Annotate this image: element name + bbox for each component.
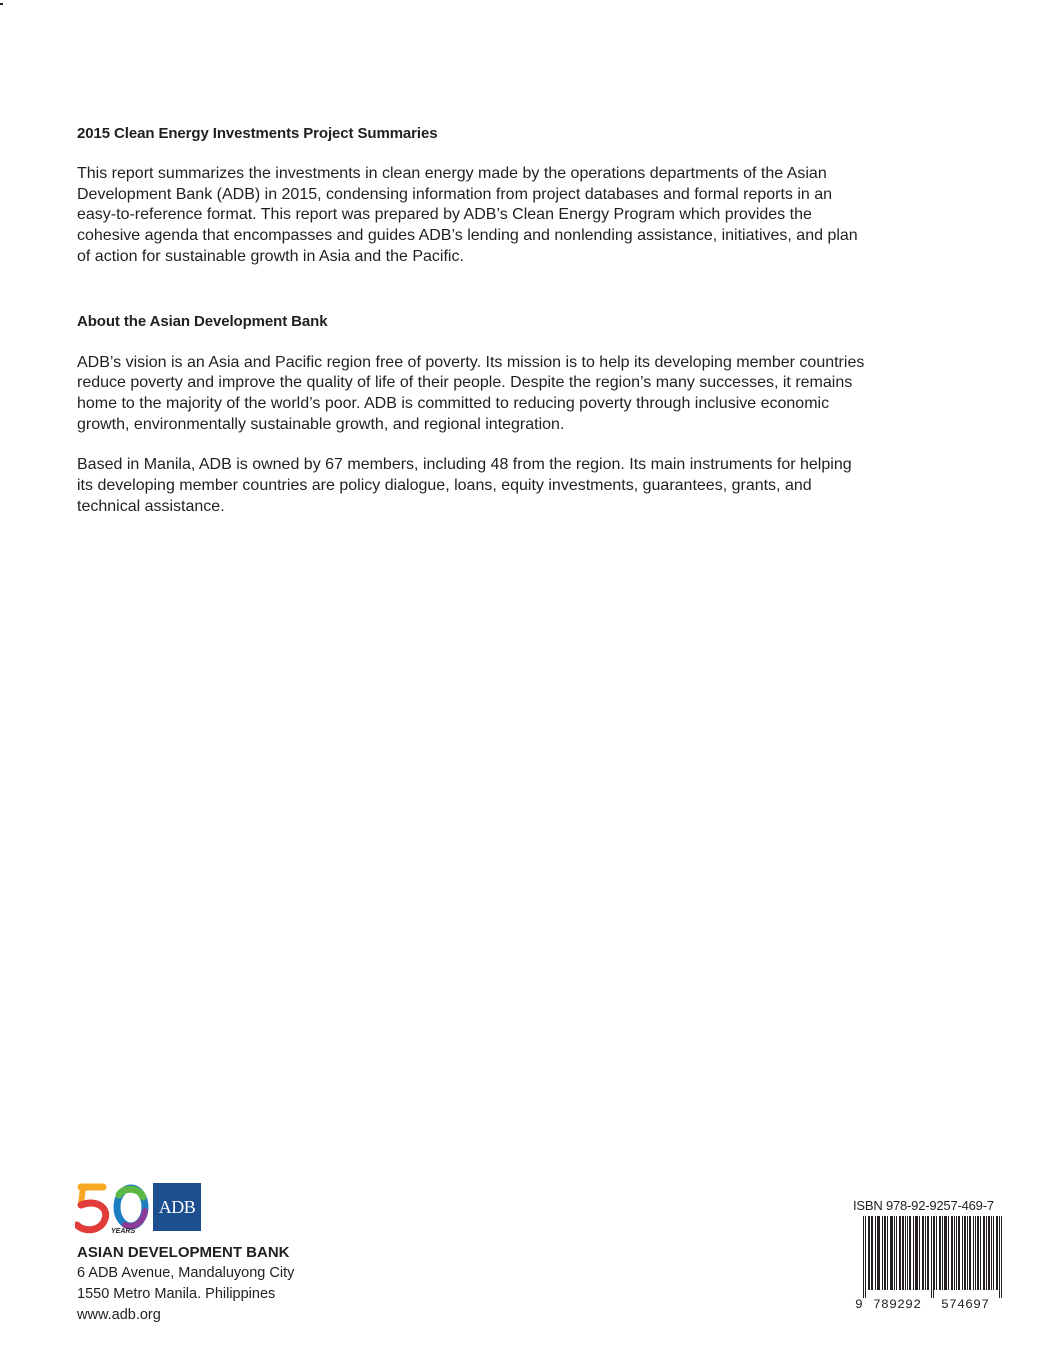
barcode-bar	[997, 1216, 998, 1290]
crop-mark	[0, 3, 3, 5]
barcode-bar	[991, 1216, 992, 1290]
summary-paragraph: This report summarizes the investments in clean energy made by the operations departments of the Asian Development Bank (ADB) in 2015, condensing information from project databases and formal reports in an easy-to-reference format. This report was prepared by ADB’s Clean Energy Program which provides the cohesive agenda that encompasses and guides ADB’s lending and nonlending assistance, initiatives, and plan of action for sustainable growth in Asia and the Pacific.	[77, 165, 858, 265]
barcode-bar	[973, 1216, 974, 1290]
barcode-bar	[919, 1216, 920, 1290]
barcode-bar	[965, 1216, 966, 1290]
barcode-bar	[922, 1216, 923, 1290]
adb-logo-group	[75, 1181, 205, 1236]
barcode-bar	[910, 1216, 911, 1290]
barcode-bar	[865, 1216, 866, 1298]
barcode-bar	[984, 1216, 985, 1290]
barcode-bar	[946, 1216, 947, 1290]
barcode-bar	[954, 1216, 955, 1290]
barcode-bar	[939, 1216, 940, 1290]
barcode-bar	[923, 1216, 924, 1290]
barcode-bar	[916, 1216, 917, 1290]
barcode-bar	[891, 1216, 892, 1290]
barcode-bar	[988, 1216, 989, 1290]
barcode-bar	[940, 1216, 941, 1290]
barcode-digits: 789292	[873, 1297, 921, 1312]
barcode-bar	[948, 1216, 949, 1290]
barcode-bar	[871, 1216, 872, 1290]
barcode-bar	[936, 1216, 937, 1290]
barcode-bar	[944, 1216, 945, 1290]
barcode-bar	[863, 1216, 864, 1298]
barcode-bar	[956, 1216, 957, 1290]
barcode-bar	[927, 1216, 928, 1290]
adb-logo: ADB	[153, 1183, 201, 1231]
fifty-years-logo	[75, 1181, 151, 1236]
barcode-bar	[872, 1216, 873, 1290]
barcode-bar	[993, 1216, 994, 1290]
website-link[interactable]: www.adb.org	[77, 1307, 161, 1323]
barcode-bar	[902, 1216, 903, 1290]
barcode-bar	[952, 1216, 953, 1290]
barcode-bar	[882, 1216, 883, 1290]
isbn-block	[853, 1198, 1008, 1312]
barcode-bar	[977, 1216, 978, 1290]
barcode-bar	[869, 1216, 870, 1290]
barcode-bar	[959, 1216, 960, 1290]
barcode-bar	[934, 1216, 935, 1290]
barcode-bar	[875, 1216, 876, 1290]
barcode-bar	[986, 1216, 987, 1290]
barcode-bar	[900, 1216, 901, 1290]
barcode-digits: 9	[855, 1297, 863, 1312]
address-line-2: 1550 Metro Manila. Philippines	[77, 1286, 276, 1302]
barcode-bar	[931, 1216, 932, 1298]
barcode-bar	[928, 1216, 929, 1290]
barcode-bar	[967, 1216, 968, 1290]
address-line-1: 6 ADB Avenue, Mandaluyong City	[77, 1265, 295, 1281]
barcode-bar	[989, 1216, 990, 1290]
main-content	[77, 124, 867, 517]
barcode-bar	[983, 1216, 984, 1290]
barcode-bar	[915, 1216, 916, 1290]
isbn-barcode	[853, 1216, 1005, 1312]
about-paragraph-1: ADB’s vision is an Asia and Pacific region free of poverty. Its mission is to help its developing member countries reduce poverty and improve the quality of life of their people. Despite the region’s many successes, it remains home to the majority of the world’s poor. ADB is committed to reducing poverty through inclusive economic growth, environmentally sustainable growth, and regional integration.	[77, 353, 865, 433]
about-paragraph-2: Based in Manila, ADB is owned by 67 members, including 48 from the region. Its main instruments for helping its developing member countries are policy dialogue, loans, equity investments, guarantees, grants, and technical assistance.	[77, 456, 852, 515]
barcode-bar	[884, 1216, 885, 1290]
barcode-digits: 574697	[941, 1297, 989, 1312]
org-name: ASIAN DEVELOPMENT BANK	[77, 1244, 290, 1261]
years-label: YEARS	[111, 1228, 136, 1235]
barcode-bar	[885, 1216, 886, 1290]
barcode-bar	[909, 1216, 910, 1290]
barcode-bar	[933, 1216, 934, 1298]
barcode-bar	[913, 1216, 914, 1290]
barcode-bar	[878, 1216, 879, 1290]
barcode-bar	[894, 1216, 895, 1290]
barcode-bar	[964, 1216, 965, 1290]
barcode-bar	[899, 1216, 900, 1290]
barcode-bar	[905, 1216, 906, 1290]
barcode-bar	[978, 1216, 979, 1290]
about-title: About the Asian Development Bank	[77, 312, 328, 330]
barcode-bar	[907, 1216, 908, 1290]
barcode-bar	[996, 1216, 997, 1290]
barcode-bar	[980, 1216, 981, 1290]
barcode-bar	[951, 1216, 952, 1290]
barcode-bar	[975, 1216, 976, 1290]
barcode-bar	[969, 1216, 970, 1290]
barcode-bar	[958, 1216, 959, 1290]
barcode-bar	[887, 1216, 888, 1290]
barcode-bar	[942, 1216, 943, 1290]
barcode-bar	[877, 1216, 878, 1290]
address-block	[77, 1242, 294, 1326]
barcode-bar	[970, 1216, 971, 1290]
isbn-label: ISBN 978-92-9257-469-7	[853, 1198, 994, 1213]
barcode-bar	[999, 1216, 1000, 1298]
barcode-bar	[903, 1216, 904, 1290]
barcode-bar	[890, 1216, 891, 1290]
barcode-bar	[896, 1216, 897, 1290]
summary-title: 2015 Clean Energy Investments Project Summaries	[77, 125, 438, 142]
barcode-bar	[962, 1216, 963, 1290]
barcode-bar	[892, 1216, 893, 1290]
barcode-bar	[868, 1216, 869, 1290]
barcode-bar	[1001, 1216, 1002, 1298]
barcode-bar	[925, 1216, 926, 1290]
barcode-bar	[945, 1216, 946, 1290]
barcode-bar	[879, 1216, 880, 1290]
barcode-bar	[917, 1216, 918, 1290]
